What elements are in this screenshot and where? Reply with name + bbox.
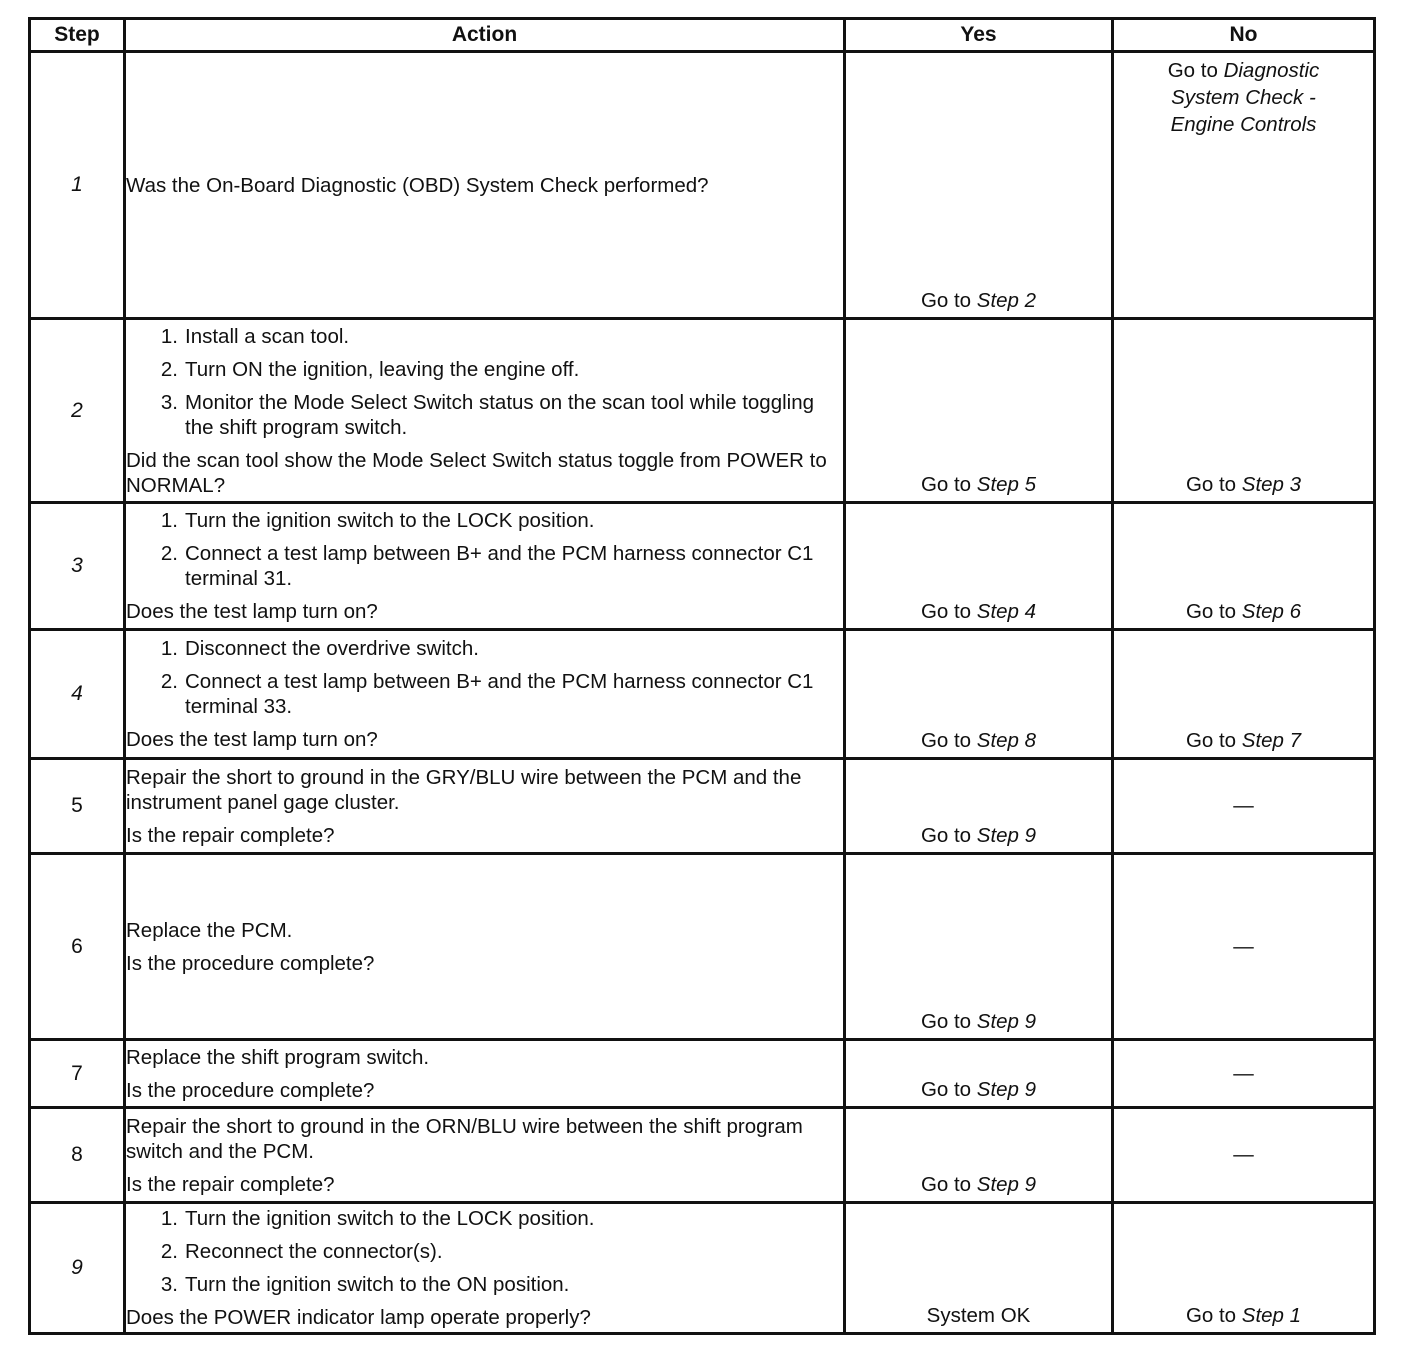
go-to-label: Go to — [920, 600, 972, 623]
yes-cell — [845, 503, 1113, 630]
step-link[interactable]: Step 4 — [976, 600, 1037, 623]
step-number: 9 — [30, 1203, 125, 1334]
header-yes: Yes — [845, 19, 1113, 52]
go-to-label: Go to — [920, 1010, 972, 1033]
step-link[interactable]: Step 6 — [1241, 600, 1302, 623]
table-row — [30, 1040, 1375, 1108]
go-to-label: Go to — [920, 824, 972, 847]
go-to-label: Go to — [1185, 473, 1237, 496]
go-to-label: Go to — [920, 729, 972, 752]
step-number: 5 — [30, 759, 125, 854]
yes-cell — [845, 854, 1113, 1040]
action-cell — [125, 1040, 845, 1108]
table-row — [30, 319, 1375, 503]
action-question: Did the scan tool show the Mode Select Switch status toggle from POWER to NORMAL? — [126, 448, 827, 497]
yes-cell — [845, 1108, 1113, 1203]
go-to-label: Go to — [920, 1173, 972, 1196]
no-cell — [1113, 854, 1375, 1040]
step-link[interactable]: Step 2 — [976, 289, 1037, 312]
step-link[interactable]: Step 5 — [976, 473, 1037, 496]
no-cell — [1113, 503, 1375, 630]
list-item: 3. Turn the ignition switch to the ON position. — [160, 1273, 570, 1296]
action-list — [126, 508, 843, 591]
step-number: 2 — [30, 319, 125, 503]
go-to-label: Go to — [1185, 600, 1237, 623]
step-link[interactable]: Engine Controls — [1170, 113, 1317, 136]
go-to-label: Go to — [920, 289, 972, 312]
action-list — [126, 636, 843, 719]
go-to-label: Go to — [920, 1078, 972, 1101]
action-question: Does the test lamp turn on? — [126, 728, 378, 751]
list-item: 3. Monitor the Mode Select Switch status on the scan tool while toggling the shift program switch. — [160, 390, 815, 439]
action-question: Is the procedure complete? — [126, 951, 375, 975]
table-row — [30, 1108, 1375, 1203]
go-to-label: Go to — [1167, 59, 1218, 82]
action-cell — [125, 52, 845, 319]
action-question: Is the repair complete? — [126, 1172, 335, 1196]
no-cell — [1113, 1108, 1375, 1203]
action-text: Replace the PCM. — [126, 918, 293, 942]
table-row — [30, 503, 1375, 630]
action-question: Is the repair complete? — [126, 823, 335, 847]
step-number: 1 — [30, 52, 125, 319]
header-action: Action — [125, 19, 845, 52]
yes-cell — [845, 759, 1113, 854]
yes-cell — [845, 52, 1113, 319]
step-link[interactable]: Step 1 — [1241, 1304, 1302, 1327]
action-cell — [125, 759, 845, 854]
action-text: Repair the short to ground in the ORN/BLU wire between the shift program switch and the PCM. — [126, 1114, 803, 1163]
action-cell — [125, 854, 845, 1040]
list-item: 2. Connect a test lamp between B+ and the PCM harness connector C1 terminal 33. — [160, 670, 814, 718]
system-ok-label: System OK — [926, 1304, 1031, 1327]
action-cell — [125, 630, 845, 759]
go-to-label: Go to — [920, 473, 972, 496]
step-number: 8 — [30, 1108, 125, 1203]
list-item: 1. Turn the ignition switch to the LOCK position. — [160, 1207, 595, 1230]
action-question: Does the POWER indicator lamp operate properly? — [126, 1306, 591, 1329]
step-link[interactable]: Step 8 — [976, 729, 1037, 752]
action-list — [126, 1206, 843, 1297]
action-question: Is the procedure complete? — [126, 1078, 375, 1102]
no-dash: — — [1233, 1143, 1254, 1166]
no-dash: — — [1233, 934, 1254, 958]
table-row — [30, 52, 1375, 319]
list-item: 2. Turn ON the ignition, leaving the engine off. — [160, 357, 580, 381]
action-question: Was the On-Board Diagnostic (OBD) System Check performed? — [126, 173, 709, 197]
step-number: 7 — [30, 1040, 125, 1108]
list-item: 2. Reconnect the connector(s). — [160, 1240, 443, 1263]
list-item: 1. Disconnect the overdrive switch. — [160, 637, 479, 660]
go-to-label: Go to — [1185, 729, 1237, 752]
action-question: Does the test lamp turn on? — [126, 600, 378, 623]
action-cell — [125, 1108, 845, 1203]
table-row — [30, 630, 1375, 759]
no-dash: — — [1233, 794, 1254, 817]
action-list — [126, 324, 843, 440]
yes-cell — [845, 1203, 1113, 1334]
action-cell — [125, 503, 845, 630]
step-link[interactable]: Diagnostic — [1223, 59, 1320, 82]
step-link[interactable]: Step 3 — [1241, 473, 1302, 496]
step-link[interactable]: Step 7 — [1241, 729, 1302, 752]
step-link[interactable]: Step 9 — [976, 1010, 1037, 1033]
step-link[interactable]: Step 9 — [976, 1173, 1037, 1196]
action-text: Replace the shift program switch. — [126, 1045, 430, 1069]
header-no: No — [1113, 19, 1375, 52]
table-row — [30, 854, 1375, 1040]
header-step: Step — [30, 19, 125, 52]
action-cell — [125, 1203, 845, 1334]
step-number: 6 — [30, 854, 125, 1040]
header-row — [30, 19, 1375, 52]
step-link[interactable]: Step 9 — [976, 1078, 1037, 1101]
no-cell — [1113, 1203, 1375, 1334]
step-number: 4 — [30, 630, 125, 759]
step-number: 3 — [30, 503, 125, 630]
diagnostic-table — [28, 17, 1376, 1335]
step-link[interactable]: Step 9 — [976, 824, 1037, 847]
action-text: Repair the short to ground in the GRY/BLU wire between the PCM and the instrument panel gage cluster. — [126, 765, 802, 814]
no-cell — [1113, 52, 1375, 319]
step-link[interactable]: System Check - — [1171, 86, 1316, 109]
action-cell — [125, 319, 845, 503]
list-item: 2. Connect a test lamp between B+ and the PCM harness connector C1 terminal 31. — [160, 542, 814, 590]
list-item: 1. Turn the ignition switch to the LOCK position. — [160, 509, 595, 532]
no-cell — [1113, 319, 1375, 503]
table-row — [30, 759, 1375, 854]
yes-cell — [845, 1040, 1113, 1108]
no-dash: — — [1233, 1061, 1254, 1085]
table-row — [30, 1203, 1375, 1334]
no-cell — [1113, 630, 1375, 759]
go-to-label: Go to — [1185, 1304, 1237, 1327]
list-item: 1. Install a scan tool. — [160, 324, 350, 348]
yes-cell — [845, 630, 1113, 759]
no-cell — [1113, 1040, 1375, 1108]
yes-cell — [845, 319, 1113, 503]
no-cell — [1113, 759, 1375, 854]
